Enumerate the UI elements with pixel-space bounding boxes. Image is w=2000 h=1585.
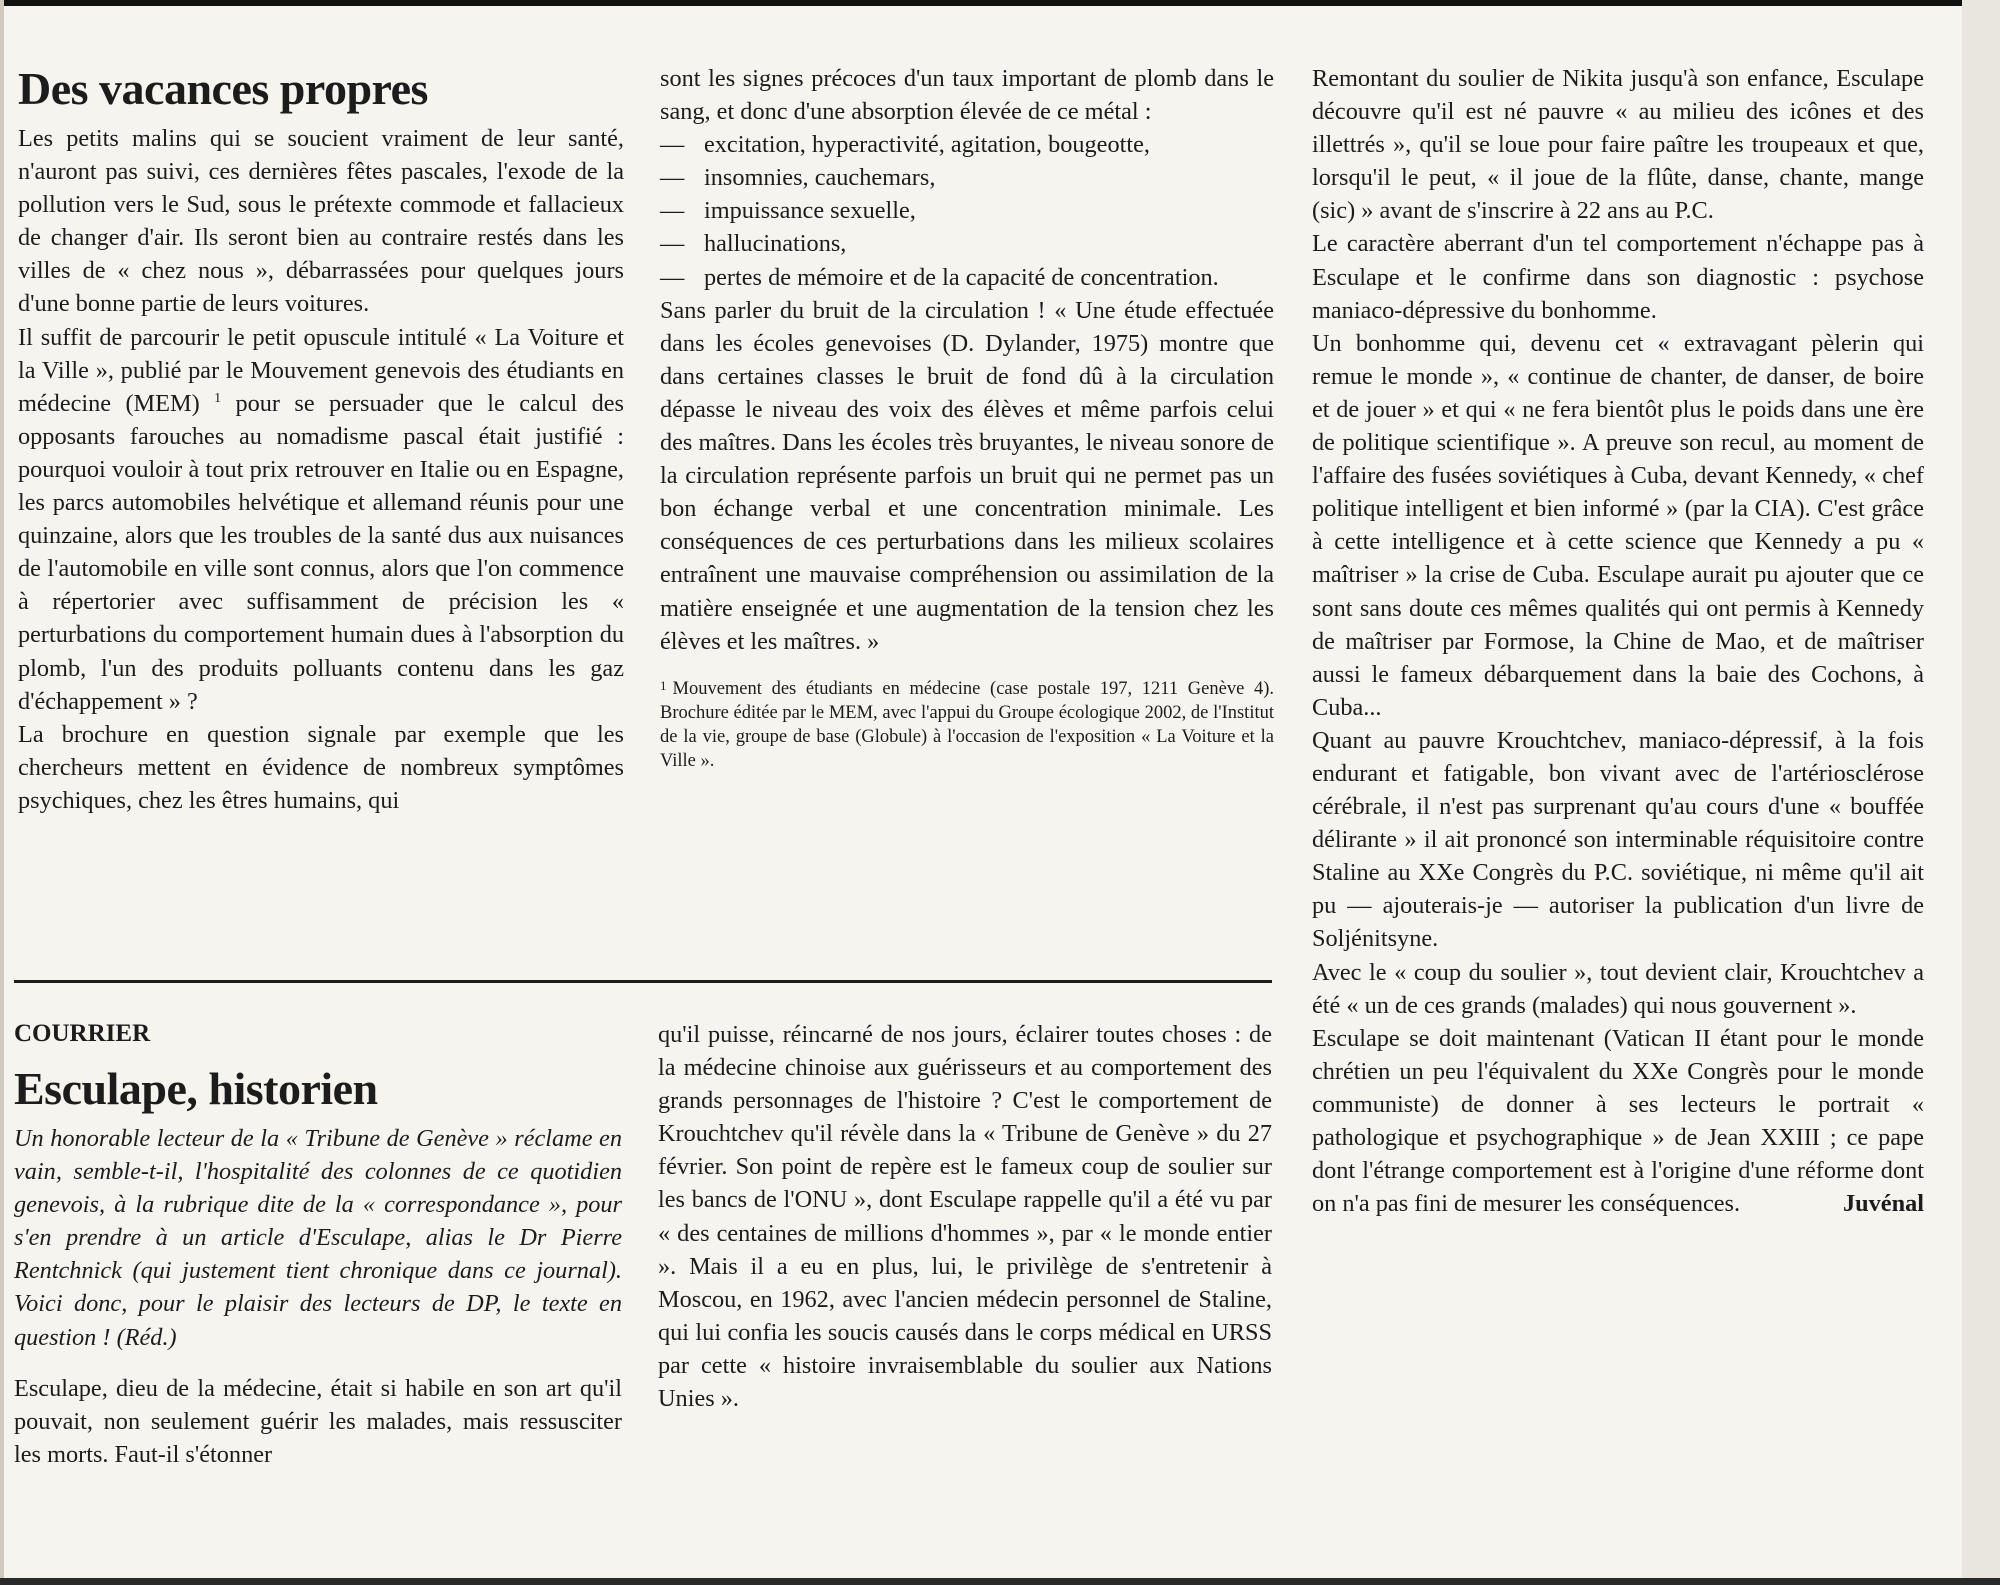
footnote [660,674,1274,774]
article2-paragraph: Quant au pauvre Krouchtchev, maniaco-dépressif, à la fois endurant et fatigable, bon vivant avec de l'artériosclérose cérébrale, il n'est pas surprenant qu'au cours d'une « bouffée délirante » il ait prononcé son interminable réquisitoire contre Staline au XXe Congrès du P.C. soviétique, ni même qu'il ait pu — ajouterais-je — autoriser la publication d'un livre de Soljénitsyne. [1312,726,1924,953]
article1-paragraph-text: pour se persuader que le calcul des opposants farouches au nomadisme pascal était justifié : pourquoi vouloir à tout prix retrouver en Italie ou en Espagne, les parcs automobiles helvétique et allemand réunis pour une quinzaine, alors que les troubles de la santé dus aux nuisances de l'automobile en ville sont connus, alors que l'on commence à répertorier avec suffisamment de précision les « perturbations du comportement humain dues à l'absorption du plomb, l'un des produits polluants contenu dans les gaz d'échappement » ? [18,389,625,715]
article1-paragraph: La brochure en question signale par exemple que les chercheurs mettent en évidence de nombreux symptômes psychiques, chez les êtres humains, qui [18,720,624,814]
article2-paragraph: Avec le « coup du soulier », tout devient clair, Krouchtchev a été « un de ces grands (malades) qui nous gouvernent ». [1312,958,1924,1019]
article1-paragraph: sont les signes précoces d'un taux important de plomb dans le sang, et donc d'une absorption élevée de ce métal : [660,65,1274,126]
article1-paragraph: Les petits malins qui se soucient vraiment de leur santé, n'auront pas suivi, ces dernières fêtes pascales, l'exode de la pollution vers le Sud, sous le prétexte commode et fallacieux de changer d'air. Ils seront bien au contraire restés dans les villes de « chez nous », débarrassées pour quelques jours d'une bonne partie de leurs voitures. [18,125,624,318]
article2-column-2 [658,1018,1272,1415]
article1-paragraph-text: Il suffit de parcourir le petit opuscule intitulé « La Voiture et la Ville », publié par le Mouvement genevois des étudiants en médecine (MEM) [18,323,624,417]
bottom-border [0,1578,2000,1585]
article1-paragraph [18,321,624,718]
article2-paragraph: Un bonhomme qui, devenu cet « extravagant pèlerin qui remue le monde », « continue de chanter, de danser, de boire et de jouer » et qui « ne fera bientôt plus le poids dans une ère de politique scientifique ». A preuve son recul, au moment de l'affaire des fusées soviétiques à Cuba, devant Kennedy, « chef politique intelligent et bien informé » (par la CIA). C'est grâce à cette intelligence et à cette science que Kennedy a pu « maîtriser » la crise de Cuba. Esculape aurait pu ajouter que ce sont sans doute ces mêmes qualités qui ont permis à Kennedy de maîtriser par Formose, la Chine de Mao, et de maîtriser aussi le fameux débarquement dans la baie des Cochons, à Cuba... [1312,329,1924,721]
symptom-list [660,128,1274,293]
article2-paragraph: Remontant du soulier de Nikita jusqu'à son enfance, Esculape découvre qu'il est né pauvre « au milieu des icônes et des illettrés », qu'il se loue pour faire paître les troupeaux et que, lorsqu'il le peut, « il joue de la flûte, danse, chante, mange (sic) » avant de s'inscrire à 22 ans au P.C. [1312,65,1924,225]
top-border [0,0,2000,6]
article1-column-2 [660,62,1274,774]
left-scan-edge [0,0,4,1585]
list-item: — insomnies, cauchemars, [660,161,1274,194]
article2-paragraph [1312,1022,1924,1221]
article1-title: Des vacances propres [18,63,428,114]
article2-paragraph: qu'il puisse, réincarné de nos jours, éclairer toutes choses : de la médecine chinoise aux guérisseurs et au comportement des grands personnages de l'histoire ? C'est le comportement de Krouchtchev qu'il révèle dans la « Tribune de Genève » du 27 février. Son point de repère est le fameux coup de soulier sur les bancs de l'ONU », dont Esculape rappelle qu'il a été vu par « des centaines de millions d'hommes », par « le monde entier ». Mais il a eu en plus, lui, le privilège de s'entretenir à Moscou, en 1962, avec l'ancien médecin personnel de Staline, qui lui confia les soucis causés dans le corps médical en URSS par cette « histoire invraisemblable du soulier aux Nations Unies ». [658,1021,1272,1413]
article1-paragraph: Sans parler du bruit de la circulation ! « Une étude effectuée dans les écoles genevoises (D. Dylander, 1975) montre que dans certaines classes le bruit de fond dû à la circulation dépasse le niveau des voix des élèves et même parfois celui des maîtres. Dans les écoles très bruyantes, le niveau sonore de la circulation représente parfois un bruit qui ne permet pas un bon échange verbal et une concentration minimale. Les conséquences de ces perturbations dans les milieux scolaires entraînent une mauvaise compréhension ou assimilation de la matière enseignée et une augmentation de la tension chez les élèves et les maîtres. » [660,296,1274,655]
list-item: — impuissance sexuelle, [660,194,1274,227]
section-divider [14,980,1272,983]
signature: Juvénal [1842,1190,1924,1218]
article2-title: Esculape, historien [14,1063,378,1114]
editor-intro: Un honorable lecteur de la « Tribune de Genève » réclame en vain, semble-t-il, l'hospitalité des colonnes de ce quotidien genevois, à la rubrique dite de la « correspondance », pour s'en prendre à un article d'Esculape, alias le Dr Pierre Rentchnick (qui justement tient chronique dans ce journal). Voici donc, pour le plaisir des lecteurs de DP, le texte en question ! (Réd.) [14,1125,622,1351]
list-item: — excitation, hyperactivité, agitation, bougeotte, [660,128,1274,161]
footnote-number: 1 [660,677,667,693]
right-page-margin [1962,0,2000,1585]
section-kicker: COURRIER [14,1020,151,1047]
article2-column-3 [1312,62,1924,1220]
article2-paragraph: Esculape, dieu de la médecine, était si habile en son art qu'il pouvait, non seulement guérir les malades, mais ressusciter les morts. Faut-il s'étonner [14,1374,622,1468]
article2-paragraph: Le caractère aberrant d'un tel comportement n'échappe pas à Esculape et le confirme dans son diagnostic : psychose maniaco-dépressive du bonhomme. [1312,230,1924,324]
footnote-text: Mouvement des étudiants en médecine (case postale 197, 1211 Genève 4). Brochure éditée par le MEM, avec l'appui du Groupe écologique 2002, de l'Institut de la vie, groupe de base (Globule) à l'occasion de l'exposition « La Voiture et la Ville ». [660,678,1274,772]
article1-column-1 [18,62,624,817]
article2-paragraph-text: Esculape se doit maintenant (Vatican II étant pour le monde chrétien un peu l'équivalent du XXe Congrès pour le monde communiste) de donner à ses lecteurs le portrait « pathologique et psychographique » de Jean XXIII ; ce pape dont l'étrange comportement est à l'origine d'une réforme dont on n'a pas fini de mesurer les conséquences. [1312,1024,1924,1218]
article2-column-1 [14,1018,622,1471]
list-item: — hallucinations, [660,227,1274,260]
list-item: — pertes de mémoire et de la capacité de concentration. [660,261,1274,294]
footnote-marker: 1 [214,390,222,406]
